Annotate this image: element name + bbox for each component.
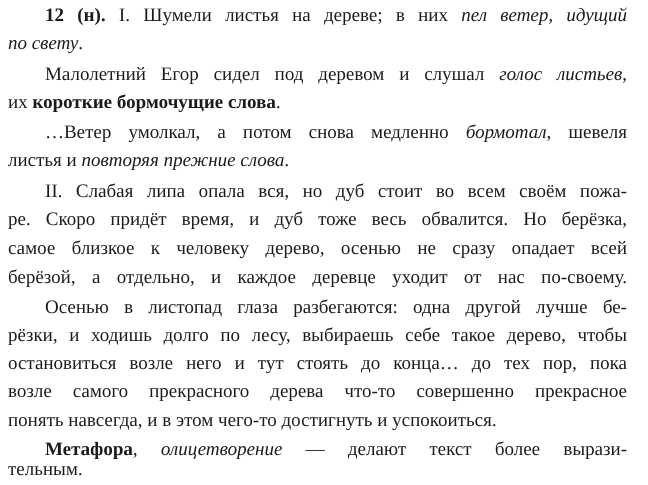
sentence-text: возле самого прекрасного дерева что-то совершенно прекрасное bbox=[8, 381, 627, 402]
punctuation: . bbox=[284, 150, 290, 171]
part-two-label: II. bbox=[45, 181, 63, 202]
text-line-17 bbox=[8, 456, 627, 484]
sentence-text: их bbox=[8, 92, 28, 113]
sentence-text: Шумели листья на дереве; в них bbox=[143, 5, 448, 26]
sentence-text: понять навсегда, и в этом чего-то достигнуть и успокоиться. bbox=[8, 410, 497, 431]
italic-phrase: пел ветер, идущий bbox=[461, 5, 628, 26]
sentence-text: рёзки, и ходишь долго по лесу, выбираешь себе такое дерево, чтобы bbox=[8, 325, 627, 346]
italic-phrase: голос листьев bbox=[499, 64, 623, 85]
bold-phrase: короткие бормочущие слова bbox=[32, 92, 276, 113]
text-line-3 bbox=[45, 61, 627, 89]
italic-phrase: по свету bbox=[8, 33, 79, 54]
sentence-text: ре. Скоро придёт время, и дуб тоже весь обвалится. Но берёзка, bbox=[8, 209, 627, 230]
italic-phrase: повторяя прежние слова bbox=[81, 150, 285, 171]
sentence-text: самое близкое к человеку дерево, осенью не сразу опадает всей bbox=[8, 238, 627, 259]
text-line-5 bbox=[45, 119, 627, 147]
text-line-7 bbox=[45, 178, 627, 206]
punctuation: , bbox=[132, 439, 138, 460]
answer-term-bold: Метафора bbox=[45, 439, 133, 460]
sentence-text: берёзой, а отдельно, и каждое деревце уходит от нас по-своему. bbox=[8, 267, 627, 288]
text-line-4 bbox=[8, 89, 627, 117]
punctuation: . bbox=[275, 92, 281, 113]
sentence-text: остановиться возле него и тут стоять до конца… до тех пор, пока bbox=[8, 353, 627, 374]
text-line-9 bbox=[8, 235, 627, 263]
text-line-6 bbox=[8, 147, 627, 175]
punctuation: . bbox=[78, 33, 84, 54]
text-line-1 bbox=[45, 2, 627, 30]
sentence-text: — делают текст более вырази- bbox=[305, 439, 628, 460]
text-line-8 bbox=[8, 206, 627, 234]
text-line-15 bbox=[8, 407, 627, 435]
answer-term-italic: олицетворение bbox=[160, 439, 283, 460]
exercise-number: 12 (н). bbox=[45, 5, 106, 26]
sentence-text: Осенью в листопад глаза разбегаются: одна другой лучше бе- bbox=[45, 297, 627, 318]
sentence-text: Слабая липа опала вся, но дуб стоит во всем своём пожа- bbox=[75, 181, 627, 202]
sentence-text: , шевеля bbox=[546, 122, 627, 143]
part-one-label: I. bbox=[118, 5, 130, 26]
punctuation: , bbox=[622, 64, 628, 85]
text-line-12 bbox=[8, 322, 627, 350]
sentence-text: …Ветер умолкал, а потом снова медленно bbox=[45, 122, 449, 143]
italic-phrase: бормотал bbox=[465, 122, 547, 143]
text-line-2 bbox=[8, 30, 627, 58]
text-line-11 bbox=[45, 294, 627, 322]
text-line-10 bbox=[8, 264, 627, 292]
sentence-text: листья и bbox=[8, 150, 77, 171]
text-line-13 bbox=[8, 350, 627, 378]
sentence-text: тельным. bbox=[8, 459, 83, 480]
text-line-14 bbox=[8, 378, 627, 406]
sentence-text: Малолетний Егор сидел под деревом и слушал bbox=[45, 64, 485, 85]
